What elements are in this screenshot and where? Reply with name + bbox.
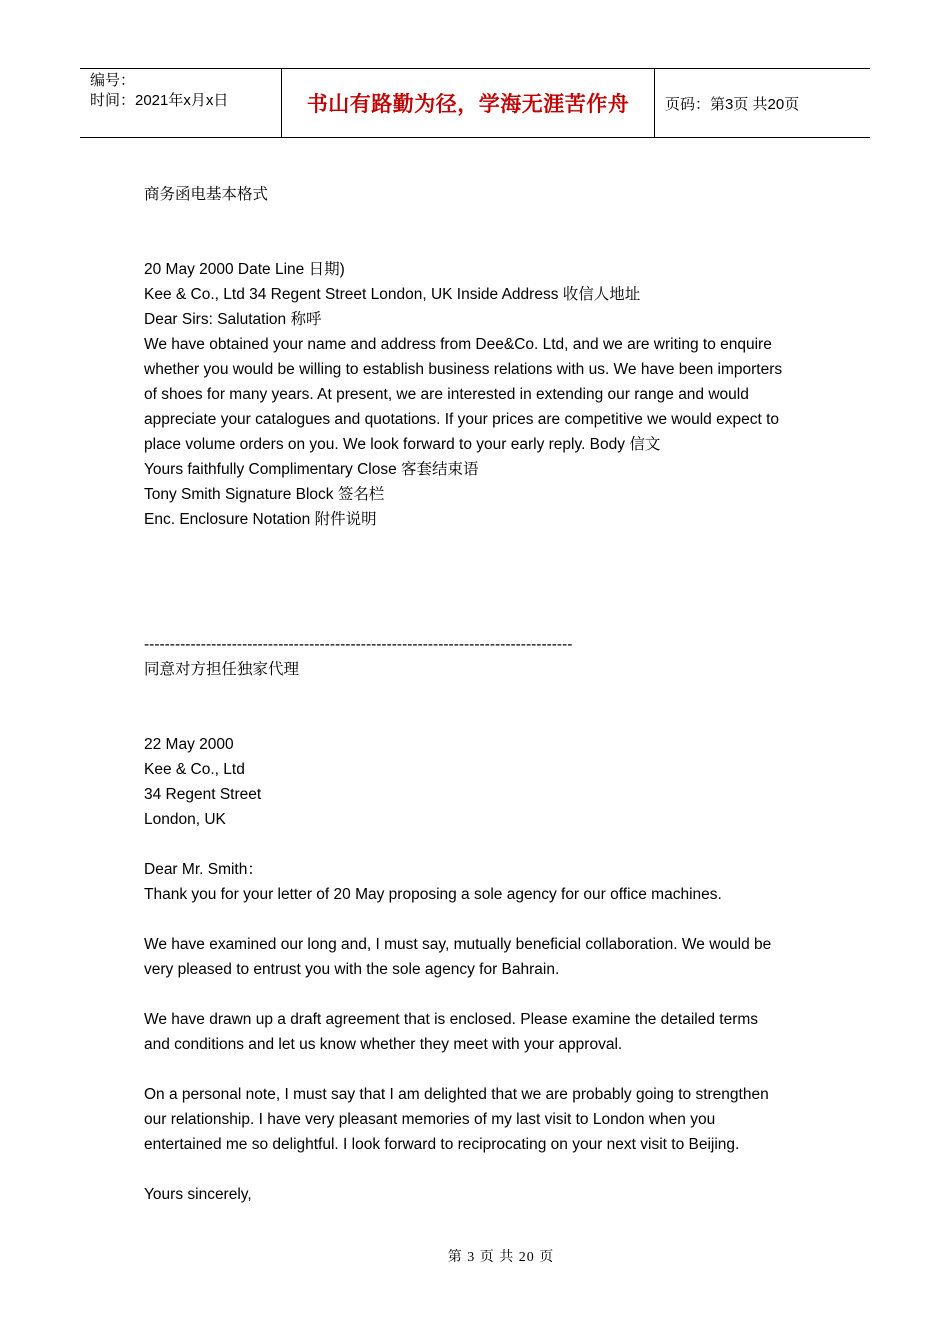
- body-line: We have obtained your name and address from Dee&Co. Ltd, and we are writing to enquire: [144, 336, 772, 353]
- body-line: Enc. Enclosure Notation 附件说明: [144, 511, 377, 528]
- body-line: Dear Sirs: Salutation 称呼: [144, 311, 322, 328]
- header-meta: [80, 69, 281, 137]
- paragraph-line: On a personal note, I must say that I am delighted that we are probably going to strengthen: [144, 1086, 769, 1103]
- letter-date: 22 May 2000: [144, 736, 234, 753]
- address-line: 34 Regent Street: [144, 786, 262, 803]
- number-label: 编号：: [90, 72, 136, 89]
- paragraph-line: We have drawn up a draft agreement that is enclosed. Please examine the detailed terms: [144, 1011, 759, 1028]
- body-line: 20 May 2000 Date Line 日期): [144, 261, 345, 278]
- body-line: Kee & Co., Ltd 34 Regent Street London, UK Inside Address 收信人地址: [144, 286, 641, 303]
- time-label: 时间：2021年x月x日: [90, 92, 229, 109]
- paragraph-line: very pleased to entrust you with the sole agency for Bahrain.: [144, 961, 560, 978]
- section-title: 同意对方担任独家代理: [144, 661, 300, 678]
- header-page-info: 页码：第3页 共20页: [665, 95, 800, 113]
- paragraph-line: Thank you for your letter of 20 May proposing a sole agency for our office machines.: [144, 886, 722, 903]
- paragraph-line: and conditions and let us know whether they meet with your approval.: [144, 1036, 623, 1053]
- address-line: Kee & Co., Ltd: [144, 761, 245, 778]
- body-line: appreciate your catalogues and quotations. If your prices are competitive we would expect to: [144, 411, 780, 428]
- page-header: [80, 68, 870, 138]
- document-body: [144, 182, 824, 1207]
- page-footer: 第 3 页 共 20 页: [447, 1250, 555, 1265]
- paragraph-line: our relationship. I have very pleasant memories of my last visit to London when you: [144, 1111, 716, 1128]
- section-title: 商务函电基本格式: [144, 186, 269, 203]
- closing: Yours sincerely,: [144, 1186, 252, 1203]
- salutation: Dear Mr. Smith：: [144, 861, 263, 878]
- paragraph-line: We have examined our long and, I must say, mutually beneficial collaboration. We would be: [144, 936, 772, 953]
- header-motto: 书山有路勤为径，学海无涯苦作舟: [281, 69, 655, 137]
- body-line: place volume orders on you. We look forward to your early reply. Body 信文: [144, 436, 661, 453]
- address-line: London, UK: [144, 811, 226, 828]
- body-line: whether you would be willing to establish business relations with us. We have been importers: [144, 361, 783, 378]
- body-line: Yours faithfully Complimentary Close 客套结束语: [144, 461, 479, 478]
- body-line: Tony Smith Signature Block 签名栏: [144, 486, 385, 503]
- section-divider: -----------------------------------------------------------------------------------: [144, 636, 573, 653]
- body-line: of shoes for many years. At present, we are interested in extending our range and would: [144, 386, 749, 403]
- paragraph-line: entertained me so delightful. I look forward to reciprocating on your next visit to Beijing.: [144, 1136, 740, 1153]
